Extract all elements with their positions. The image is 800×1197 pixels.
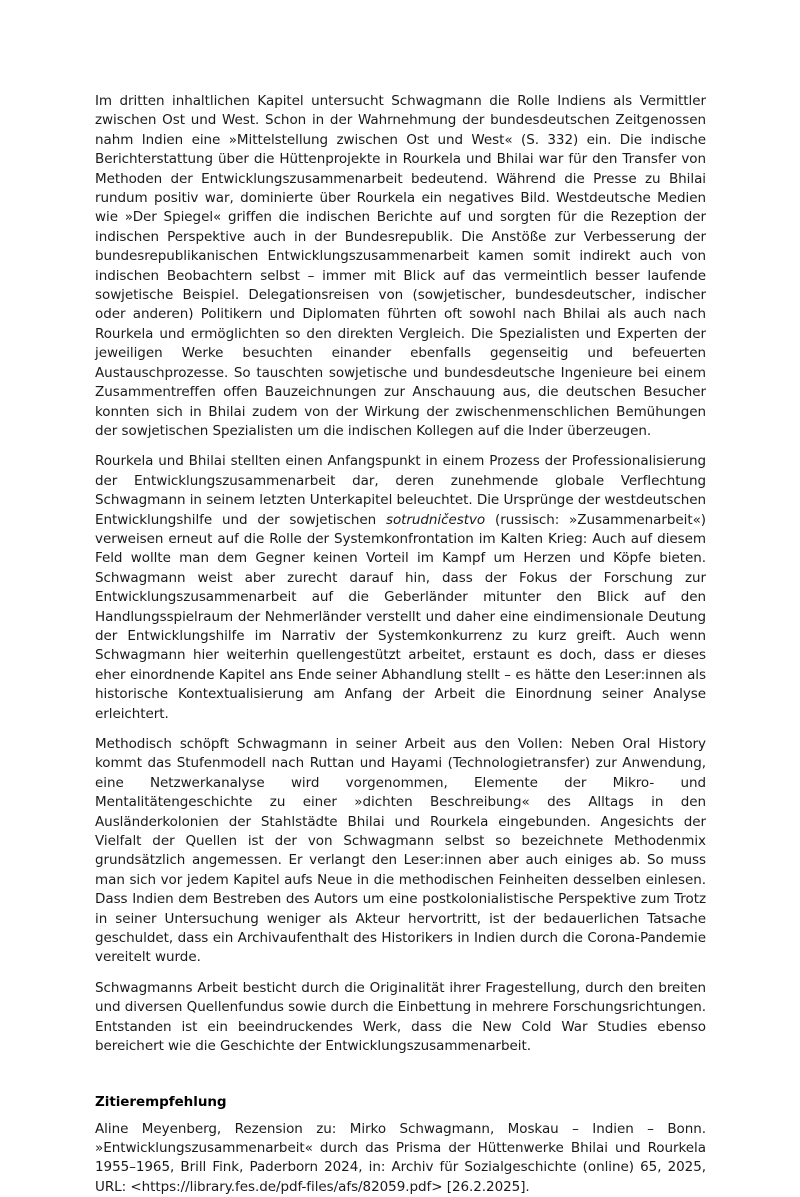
paragraph-conclusion: Schwagmanns Arbeit besticht durch die Originalität ihrer Fragestellung, durch den breiten und diversen Quellenfundus sowie durch die Einbettung in mehrere Forschungsrichtungen. Entstanden ist ein beeindruckendes Werk, dass die New Cold War Studies ebenso bereichert wie die Geschichte der Entwicklungszusammenarbeit. — [95, 979, 706, 1057]
paragraph-text: Rourkela und Bhilai stellten einen Anfangspunkt in einem Prozess der Professionalisierung der Entwicklungszusammenarbeit dar, deren zunehmende globale Verflechtung Schwagmann in seinem letzten Unterkapitel beleuchtet. Die Ursprünge der westdeutschen Entwicklungshilfe und der sowjetischen — [95, 453, 706, 527]
paragraph-methodology: Methodisch schöpft Schwagmann in seiner Arbeit aus den Vollen: Neben Oral History kommt das Stufenmodell nach Ruttan und Hayami (Technologietransfer) zur Anwendung, eine Netzwerkanalyse wird vorgenommen, Elemente der Mikro- und Mentalitätengeschichte zu einer »dichten Beschreibung« des Alltags in den Ausländerkolonien der Stahlstädte Bhilai und Rourkela eingebunden. Angesichts der Vielfalt der Quellen ist der von Schwagmann selbst so bezeichnete Methodenmix grundsätzlich angemessen. Er verlangt den Leser:innen aber auch einiges ab. So muss man sich vor jedem Kapitel aufs Neue in die methodischen Feinheiten desselben einlesen. Dass Indien dem Bestreben des Autors um eine postkolonialistische Perspektive zum Trotz in seiner Untersuchung weniger als Akteur hervortritt, ist der bedauerlichen Tatsache geschuldet, dass ein Archivaufenthalt des Historikers in Indien durch die Corona-Pandemie vereitelt wurde. — [95, 735, 706, 968]
document-page — [95, 92, 706, 1197]
paragraph-text: (russisch: »Zusammenarbeit«) verweisen erneut auf die Rolle der Systemkonfrontation im Kalten Krieg: Auch auf diesem Feld wollte man dem Gegner keinen Vorteil im Kampf um Herzen und Köpfe bieten. Schwagmann weist aber zurecht darauf hin, dass der Fokus der Forschung zur Entwicklungszusammenarbeit auf die Geberländer mitunter den Blick auf den Handlungsspielraum der Nehmerländer verstellt und daher eine eindimensionale Deutung der Entwicklungshilfe im Narrativ der Systemkonkurrenz zu kurz greift. Auch wenn Schwagmann hier weiterhin quellengestützt arbeitet, erstaunt es doch, dass er dieses eher einordnende Kapitel ans Ende seiner Abhandlung stellt – es hätte den Leser:innen als historische Kontextualisierung am Anfang der Arbeit die Einordnung seiner Analyse erleichtert. — [95, 512, 706, 722]
citation-text: Aline Meyenberg, Rezension zu: Mirko Schwagmann, Moskau – Indien – Bonn. »Entwicklungszusammenarbeit« durch das Prisma der Hüttenwerke Bhilai und Rourkela 1955–1965, Brill Fink, Paderborn 2024, in: Archiv für Sozialgeschichte (online) 65, 2025, URL: <https://library.fes.de/pdf-files/afs/82059.pdf> [26.2.2025]. — [95, 1120, 706, 1197]
paragraph-india-mediator: Im dritten inhaltlichen Kapitel untersucht Schwagmann die Rolle Indiens als Vermittler zwischen Ost und West. Schon in der Wahrnehmung der bundesdeutschen Zeitgenossen nahm Indien eine »Mittelstellung zwischen Ost und West« (S. 332) ein. Die indische Berichterstattung über die Hüttenprojekte in Rourkela und Bhilai war für den Transfer von Methoden der Entwicklungszusammenarbeit bedeutend. Während die Presse zu Bhilai rundum positiv war, dominierte über Rourkela ein negatives Bild. Westdeutsche Medien wie »Der Spiegel« griffen die indischen Berichte auf und sorgten für die Rezeption der indischen Perspektive auch in der Bundesrepublik. Die Anstöße zur Verbesserung der bundesrepublikanischen Entwicklungszusammenarbeit kamen somit indirekt auch von indischen Beobachtern selbst – immer mit Blick auf das vermeintlich besser laufende sowjetische Beispiel. Delegationsreisen von (sowjetischer, bundesdeutscher, indischer oder anderen) Politikern und Diplomaten führten oft sowohl nach Bhilai als auch nach Rourkela und ermöglichten so den direkten Vergleich. Die Spezialisten und Experten der jeweiligen Werke besuchten einander ebenfalls gegenseitig und befeuerten Austauschprozesse. So tauschten sowjetische und bundesdeutsche Ingenieure bei einem Zusammentreffen offen Bauzeichnungen zur Anschauung aus, die deutschen Besucher konnten sich in Bhilai zudem von der Wirkung der zwischenmenschlichen Bemühungen der sowjetischen Spezialisten um die indischen Kollegen auf die Inder überzeugen. — [95, 92, 706, 441]
paragraph-professionalization — [95, 452, 706, 724]
russian-term: sotrudničestvo — [386, 512, 485, 528]
citation-heading: Zitierempfehlung — [95, 1093, 706, 1112]
